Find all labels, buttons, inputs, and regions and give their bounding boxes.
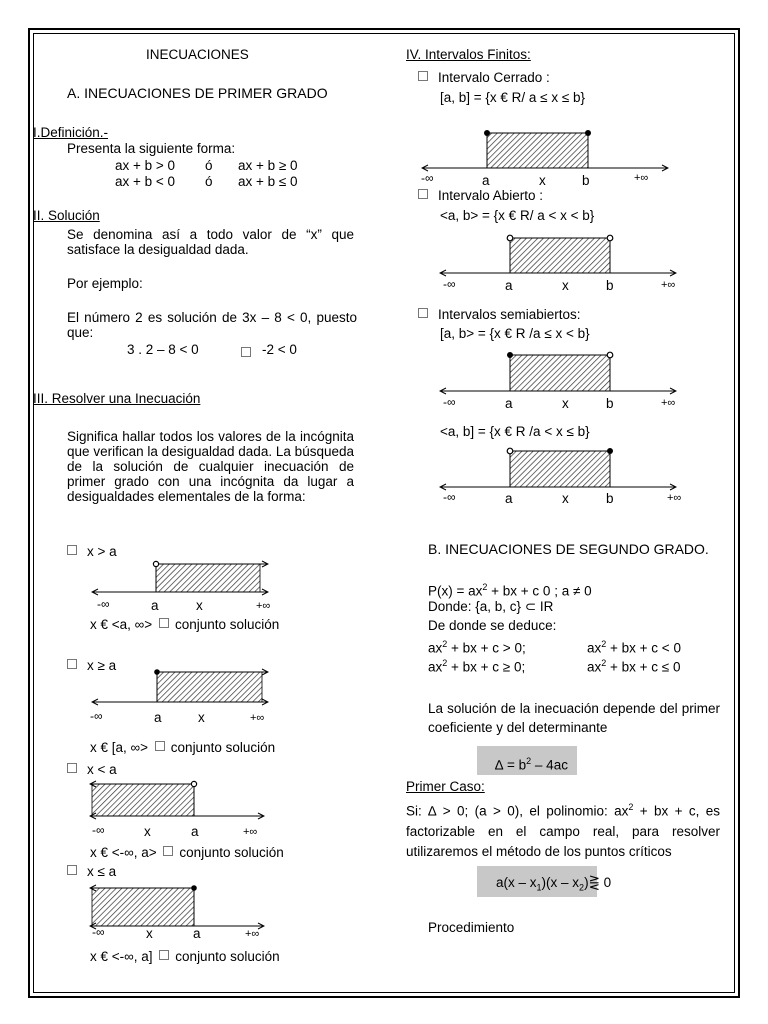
inequality-4: $ax^2$ + bx + c ≤ 0 bbox=[587, 658, 681, 675]
inequality-1: $ax^2$ + bx + c > 0; bbox=[428, 639, 526, 656]
implies-icon bbox=[241, 347, 251, 357]
axis-a-semi-1: a bbox=[505, 396, 513, 411]
section-b-heading: B. INECUACIONES DE SEGUNDO GRADO. bbox=[428, 541, 709, 557]
axis-a-4: a bbox=[193, 926, 201, 941]
axis-pos-inf-4: +∞ bbox=[245, 928, 260, 940]
axis-neg-inf-open: -∞ bbox=[443, 277, 456, 291]
axis-x-semi-2: x bbox=[562, 491, 569, 506]
bullet-icon bbox=[418, 189, 428, 199]
axis-neg-inf-2: -∞ bbox=[90, 709, 103, 723]
case-4-label: x ≤ a bbox=[67, 864, 116, 879]
axis-pos-inf-1: +∞ bbox=[256, 600, 271, 612]
axis-x-4: x bbox=[146, 926, 153, 941]
form-line-2b: ax + b ≤ 0 bbox=[238, 174, 298, 189]
axis-pos-inf-semi-1: +∞ bbox=[661, 397, 676, 409]
bullet-icon bbox=[155, 741, 165, 751]
polynomial-definition: $P(x) = ax^2$ + bx + c 0 ; a ≠ 0 bbox=[428, 582, 592, 599]
semi-open-2-def: <a, b] = {x € R /a < x ≤ b} bbox=[440, 424, 590, 439]
example-calc: 3 . 2 – 8 < 0 bbox=[127, 342, 199, 357]
first-case-heading: Primer Caso: bbox=[406, 779, 485, 794]
section-a-heading: A. INECUACIONES DE PRIMER GRADO bbox=[67, 85, 328, 101]
number-line-semi-open-1 bbox=[438, 348, 688, 398]
number-line-semi-open-2 bbox=[438, 444, 688, 494]
axis-pos-inf-semi-2: +∞ bbox=[667, 492, 682, 504]
number-line-case-1 bbox=[90, 558, 275, 616]
axis-a-open: a bbox=[505, 278, 513, 293]
example-result: -2 < 0 bbox=[262, 342, 297, 357]
case-1-label: x > a bbox=[67, 544, 117, 559]
axis-a-2: a bbox=[154, 710, 162, 725]
example-text: El número 2 es solución de 3x – 8 < 0, puesto que: bbox=[67, 310, 357, 340]
delta-formula: ∆ = $b^2 - 4ac$ bbox=[495, 756, 568, 773]
bullet-icon bbox=[67, 659, 77, 669]
first-case-text: Si: ∆ > 0; (a > 0), el polinomio: $ax^2$ + bx + c, es factorizable en el campo real, para resolver utilizaremos el método de los puntos críticos bbox=[406, 802, 720, 859]
axis-b-open: b bbox=[606, 278, 614, 293]
axis-x-semi-1: x bbox=[562, 396, 569, 411]
axis-neg-inf-semi-2: -∞ bbox=[443, 490, 456, 504]
solution-text: Se denomina así a todo valor de “x” que satisface la desigualdad dada. bbox=[67, 227, 354, 257]
axis-neg-inf-4: -∞ bbox=[92, 925, 105, 939]
closed-interval-label: Intervalo Cerrado : bbox=[418, 70, 550, 85]
number-line-open bbox=[438, 230, 688, 280]
inequality-2: $ax^2$ + bx + c < 0 bbox=[587, 639, 681, 656]
depends-text: La solución de la inecuación depende del primer coeficiente y del determinante bbox=[428, 701, 720, 735]
resolve-heading: III. Resolver una Inecuación bbox=[33, 391, 201, 406]
axis-x-1: x bbox=[196, 598, 203, 613]
axis-x-3: x bbox=[144, 824, 151, 839]
number-line-closed bbox=[420, 125, 680, 175]
axis-x-open: x bbox=[562, 278, 569, 293]
axis-neg-inf-semi-1: -∞ bbox=[443, 395, 456, 409]
factored-formula: $a(x - x_1)(x$ – $x_2)⋛$ 0 bbox=[496, 875, 612, 893]
number-line-case-4 bbox=[88, 882, 273, 932]
case-3-solution: x € <-∞, a> conjunto solución bbox=[90, 845, 284, 860]
case-1-solution: x € <a, ∞> conjunto solución bbox=[90, 617, 280, 632]
bullet-icon bbox=[67, 545, 77, 555]
closed-interval-def: [a, b] = {x € R/ a ≤ x ≤ b} bbox=[440, 90, 586, 105]
donde-line: Donde: {a, b, c} ⊂ IR bbox=[428, 599, 554, 614]
procedure-label: Procedimiento bbox=[428, 920, 515, 935]
bullet-icon bbox=[67, 865, 77, 875]
inequality-3: $ax^2$ + bx + c ≥ 0; bbox=[428, 658, 526, 675]
form-line-2a: ax + b < 0 bbox=[115, 174, 176, 189]
axis-b-semi-2: b bbox=[606, 491, 614, 506]
axis-a-1: a bbox=[151, 598, 159, 613]
axis-pos-inf-closed: +∞ bbox=[634, 172, 649, 184]
form-line-1b: ax + b ≥ 0 bbox=[238, 158, 298, 173]
page-title: INECUACIONES bbox=[146, 47, 249, 62]
definition-heading: I.Definición.- bbox=[33, 125, 109, 140]
axis-b-semi-1: b bbox=[606, 396, 614, 411]
bullet-icon bbox=[418, 308, 428, 318]
example-label: Por ejemplo: bbox=[67, 276, 143, 291]
bullet-icon bbox=[159, 950, 169, 960]
axis-neg-inf-3: -∞ bbox=[92, 823, 105, 837]
axis-a-closed: a bbox=[482, 173, 490, 188]
open-interval-def: <a, b> = {x € R/ a < x < b} bbox=[440, 208, 595, 223]
solution-heading: II. Solución bbox=[33, 208, 100, 223]
axis-a-semi-2: a bbox=[505, 491, 513, 506]
axis-neg-inf-closed: -∞ bbox=[421, 171, 434, 185]
resolve-text: Significa hallar todos los valores de la incógnita que verifican la desigualdad dada. La búsqueda de la solución de cualquier inecuación de primer grado con una incógnita da lugar a desigualdades elementales de la forma: bbox=[67, 429, 354, 504]
case-4-solution: x € <-∞, a] conjunto solución bbox=[90, 949, 280, 964]
axis-b-closed: b bbox=[582, 173, 590, 188]
axis-a-3: a bbox=[191, 824, 199, 839]
semi-open-label: Intervalos semiabiertos: bbox=[418, 307, 581, 322]
intervals-heading: IV. Intervalos Finitos: bbox=[406, 47, 531, 62]
number-line-case-2 bbox=[90, 666, 275, 724]
deduce-line: De donde se deduce: bbox=[428, 618, 557, 633]
axis-x-2: x bbox=[198, 710, 205, 725]
bullet-icon bbox=[67, 763, 77, 773]
number-line-case-3 bbox=[88, 778, 273, 828]
case-3-label: x < a bbox=[67, 762, 117, 777]
case-2-solution: x € [a, ∞> conjunto solución bbox=[90, 740, 276, 755]
semi-open-1-def: [a, b> = {x € R /a ≤ x < b} bbox=[440, 326, 590, 341]
bullet-icon bbox=[418, 71, 428, 81]
form-line-2-or: ó bbox=[205, 174, 213, 189]
bullet-icon bbox=[163, 846, 173, 856]
case-2-label: x ≥ a bbox=[67, 658, 116, 673]
open-interval-label: Intervalo Abierto : bbox=[418, 188, 543, 203]
axis-x-closed: x bbox=[539, 173, 546, 188]
form-line-1a: ax + b > 0 bbox=[115, 158, 176, 173]
definition-intro: Presenta la siguiente forma: bbox=[67, 141, 236, 156]
bullet-icon bbox=[159, 618, 169, 628]
axis-neg-inf-1: -∞ bbox=[97, 597, 110, 611]
axis-pos-inf-open: +∞ bbox=[661, 279, 676, 291]
axis-pos-inf-3: +∞ bbox=[243, 826, 258, 838]
form-line-1-or: ó bbox=[205, 158, 213, 173]
axis-pos-inf-2: +∞ bbox=[250, 712, 265, 724]
